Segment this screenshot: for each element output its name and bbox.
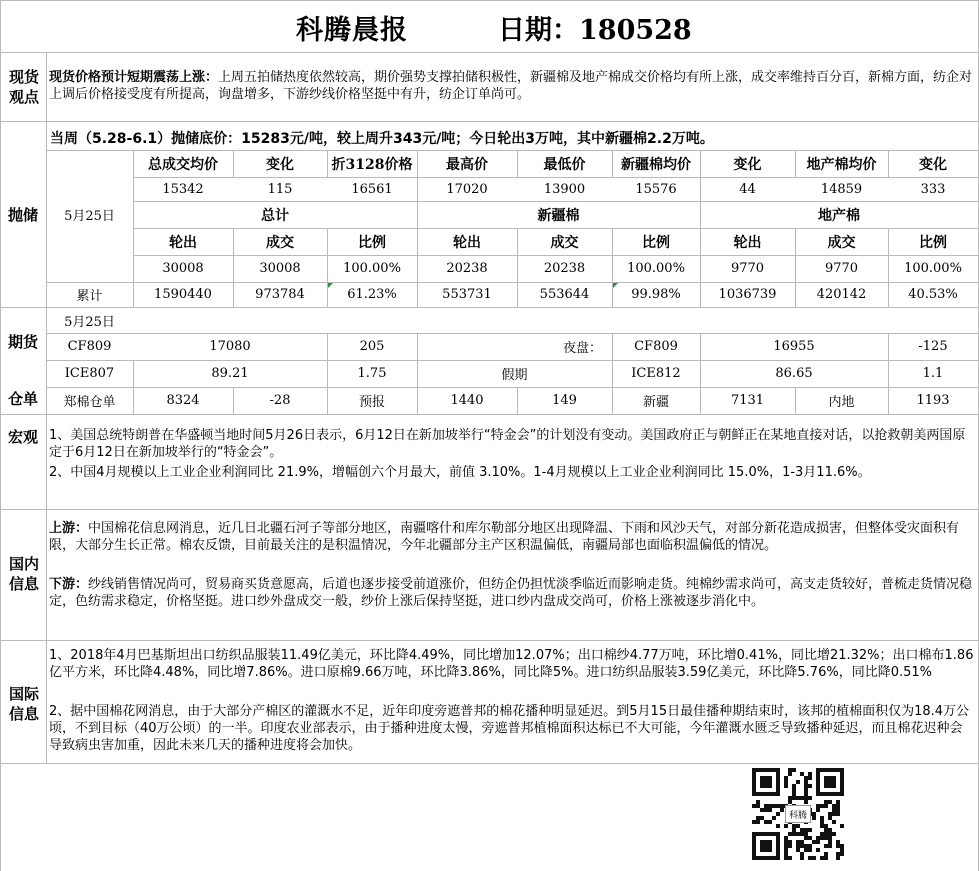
- futures-night-contract: CF809: [634, 339, 678, 354]
- section-international-label: 国际信息: [8, 685, 39, 723]
- futures-night-label: 夜盘：: [562, 341, 602, 356]
- header-change: 变化: [733, 156, 762, 173]
- spot-commentary: [49, 69, 974, 103]
- header-offered: 轮出: [169, 234, 197, 251]
- header-traded: 成交: [266, 234, 294, 251]
- table-cell: 1036739: [718, 287, 777, 302]
- table-cell: 100.00%: [627, 261, 685, 276]
- header-3128-price: 折3128价格: [331, 156, 413, 173]
- report-date: 日期：180528: [498, 15, 692, 46]
- section-futures-label: 期货: [7, 333, 38, 351]
- header-traded: 成交: [827, 234, 856, 251]
- spot-lead: 现货价格预计短期震荡上涨：: [49, 70, 219, 85]
- group-local: 地产棉: [818, 207, 860, 224]
- warehouse-xinjiang-label: 新疆: [642, 395, 669, 410]
- macro-item: 2、中国4月规模以上工业企业利润同比 21.9%，增幅创六个月最大，前值 3.10%。1-4月规模以上工业企业利润同比 15.0%，1-3月11.6%。: [49, 465, 871, 480]
- table-cell: 553644: [539, 287, 590, 302]
- cumulative-label: 累计: [76, 289, 103, 304]
- futures-cf-contract: CF809: [67, 339, 112, 354]
- warehouse-label: 郑棉仓单: [63, 395, 116, 410]
- table-cell: 15576: [635, 181, 677, 197]
- futures-night-price: 16955: [773, 339, 815, 354]
- header-avg-price: 总成交均价: [148, 156, 218, 173]
- warehouse-change: -28: [269, 393, 291, 408]
- header-offered: 轮出: [453, 234, 481, 251]
- table-cell: 9770: [824, 261, 859, 276]
- table-cell: 553731: [442, 287, 492, 302]
- futures-cf-change: 205: [359, 339, 385, 354]
- group-xinjiang: 新疆棉: [537, 207, 580, 224]
- table-cell: 20238: [543, 261, 586, 276]
- header-local-avg: 地产棉均价: [806, 156, 877, 173]
- section-spot-label: 现货观点: [8, 68, 39, 106]
- header-ratio: 比例: [358, 234, 386, 251]
- section-macro-label: 宏观: [7, 428, 38, 446]
- table-cell: 61.23%: [347, 287, 397, 302]
- futures-ice-price: 89.21: [211, 366, 249, 381]
- table-cell: 1590440: [154, 287, 212, 302]
- cell-comment-marker: [328, 283, 333, 288]
- warehouse-forecast-label: 预报: [358, 395, 385, 410]
- downstream-text: 纱线销售情况尚可，贸易商买货意愿高，后道也逐步接受前道涨价，但纺企仍担忧淡季临近而影响走货。纯棉纱需求尚可，高支走货较好，普梳走货情况稳定，色纺需求稳定，价格坚挺。进口纱外盘成交一般，纱价上涨后保持坚挺，进口纱内盘成交尚可，价格上涨被逐步消化中。: [49, 577, 973, 609]
- header-xinjiang-avg: 新疆棉均价: [621, 156, 691, 173]
- warehouse-forecast-change: 149: [552, 393, 577, 408]
- futures-date: 5月25日: [64, 314, 115, 330]
- cell-comment-marker: [613, 283, 618, 288]
- auction-summary: 当周（5.28-6.1）抛储底价：15283元/吨，较上周升343元/吨；今日轮出3万吨，其中新疆棉2.2万吨。: [50, 131, 714, 147]
- futures-ice2-price: 86.65: [775, 366, 813, 381]
- warehouse-inland-value: 1193: [916, 393, 950, 408]
- qr-code-icon: [744, 768, 852, 860]
- futures-ice2-change: 1.1: [922, 366, 944, 381]
- table-cell: 973784: [255, 287, 305, 302]
- table-cell: 333: [920, 181, 946, 197]
- table-cell: 115: [267, 181, 293, 197]
- section-warehouse-label: 仓单: [7, 390, 38, 408]
- header-ratio: 比例: [919, 234, 947, 251]
- header-max-price: 最高价: [446, 156, 488, 173]
- header-change: 变化: [919, 156, 947, 173]
- table-cell: 13900: [543, 181, 586, 197]
- header-offered: 轮出: [733, 234, 762, 251]
- spot-text: 上周五拍储热度依然较高，期价强势支撑拍储积极性，新疆棉及地产棉成交价格均有所上涨，成交率维持百分百，新棉方面，纺企对上调后价格接受度有所提高，询盘增多，下游纱线价格坚挺中有升，纺企订单尚可。: [49, 70, 973, 102]
- table-cell: 44: [739, 181, 756, 197]
- table-cell: 17020: [446, 181, 488, 197]
- warehouse-value: 8324: [166, 393, 200, 408]
- table-cell: 100.00%: [904, 261, 962, 276]
- qr-caption: 科腾: [785, 805, 811, 823]
- section-auction-label: 抛储: [7, 206, 38, 224]
- domestic-downstream: [49, 576, 974, 610]
- warehouse-forecast-value: 1440: [450, 393, 484, 408]
- futures-cf-price: 17080: [209, 339, 251, 354]
- warehouse-xinjiang-value: 7131: [730, 393, 765, 408]
- futures-ice-contract: ICE807: [64, 366, 115, 381]
- table-cell: 14859: [820, 181, 863, 197]
- upstream-label: 上游：: [49, 521, 89, 536]
- report-title: 科腾晨报: [296, 15, 408, 46]
- table-cell: 20238: [446, 261, 488, 276]
- table-cell: 99.98%: [631, 287, 681, 302]
- table-cell: 15342: [162, 181, 204, 197]
- header-change: 变化: [266, 156, 294, 173]
- group-total: 总计: [261, 207, 289, 224]
- upstream-text: 中国棉花信息网消息，近几日北疆石河子等部分地区，南疆喀什和库尔勒部分地区出现降温、下雨和风沙天气，对部分新花造成损害，但整体受灾面积有限，大部分生长正常。棉农反馈，目前最关注的是积温情况，今年北疆部分主产区积温偏低，南疆局部也面临积温偏低的情况。: [49, 521, 960, 553]
- domestic-upstream: [49, 520, 974, 554]
- downstream-label: 下游：: [49, 577, 89, 592]
- header-min-price: 最低价: [543, 156, 586, 173]
- table-cell: 420142: [816, 287, 867, 302]
- warehouse-inland-label: 内地: [828, 395, 855, 410]
- table-cell: 9770: [730, 261, 765, 276]
- auction-date: 5月25日: [64, 209, 115, 224]
- table-cell: 30008: [162, 261, 204, 276]
- futures-ice2-contract: ICE812: [631, 366, 681, 381]
- table-cell: 100.00%: [343, 261, 401, 276]
- header-traded: 成交: [550, 234, 579, 251]
- international-item: 2、据中国棉花网消息，由于大部分产棉区的灌溉水不足，近年印度旁遮普邦的棉花播种明显延迟。到5月15日最佳播种期结束时，该邦的植棉面积仅为18.4万公顷，不到目标（40万公顷）的一半。印度农业部表示，由于播种进度太慢，旁遮普邦植棉面积达标已不大可能，今年灌溉水匮乏导致播种延迟，而且棉花迟种会导致病虫害加重，因此未来几天的播种进度将会加快。: [49, 704, 970, 753]
- futures-holiday: 假期: [501, 368, 528, 383]
- table-cell: 40.53%: [908, 287, 958, 302]
- table-cell: 16561: [351, 181, 393, 197]
- section-domestic-label: 国内信息: [8, 555, 39, 593]
- futures-ice-change: 1.75: [357, 366, 387, 381]
- futures-night-change: -125: [918, 339, 948, 354]
- header-ratio: 比例: [642, 234, 670, 251]
- macro-item: 1、美国总统特朗普在华盛顿当地时间5月26日表示，6月12日在新加坡举行“特金会”的计划没有变动。美国政府正与朝鲜正在某地直接对话，以抢救朝美两国原定于6月12日在新加坡举行的“特金会”。: [49, 428, 966, 460]
- table-cell: 30008: [259, 261, 301, 276]
- international-item: 1、2018年4月巴基斯坦出口纺织品服装11.49亿美元，环比降4.49%，同比增加12.07%；出口棉纱4.77万吨，环比增0.41%，同比增21.32%；出口棉布1.86亿平方米，环比降4.48%，同比增7.86%。进口原棉9.66万吨，环比降3.86%，同比降5%。进口纺织品服装3.59亿美元，环比降5.76%，同比降0.51%: [49, 648, 974, 680]
